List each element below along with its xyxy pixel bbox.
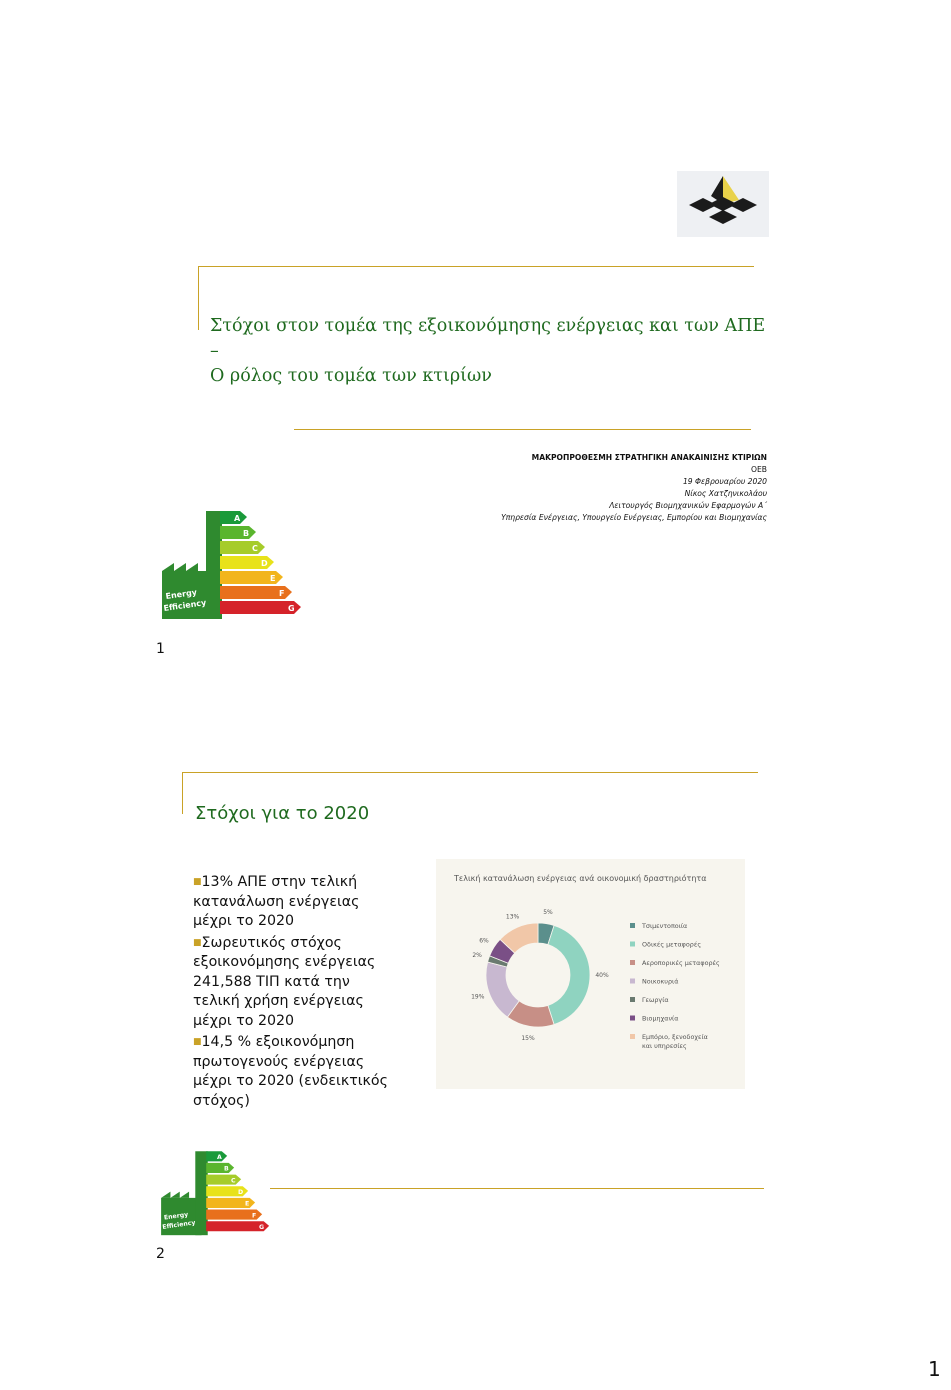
meta-date: 19 Φεβρουαρίου 2020	[682, 477, 767, 486]
slide2-frame-top-line	[182, 772, 758, 773]
grade-bar-c	[206, 1175, 241, 1185]
legend-swatch	[630, 997, 635, 1002]
grade-label-b: B	[224, 1165, 229, 1173]
bullet-item: ■Σωρευτικός στόχος εξοικονόμησης ενέργειας 241,588 ΤΙΠ κατά την τελική χρήση ενέργειας μέχρι το 2020	[193, 934, 376, 1029]
slice-percent-label: 15%	[521, 1035, 535, 1043]
slice-percent-label: 6%	[479, 937, 489, 945]
title-frame-top-line	[198, 266, 754, 267]
slice-percent-label: 13%	[505, 913, 520, 921]
bullet-square-icon: ■	[193, 877, 202, 887]
grade-label-b: B	[243, 529, 250, 538]
slice-percent-label: 2%	[472, 952, 482, 960]
meta-department: Υπηρεσία Ενέργειας, Υπουργείο Ενέργειας, Εμπορίου και Βιομηχανίας	[501, 513, 767, 522]
grade-bar-b	[220, 526, 256, 539]
grade-label-f: F	[252, 1212, 257, 1220]
meta-author: Νίκος Χατζηνικολάου	[684, 489, 767, 498]
slice-percent-label: 19%	[471, 993, 485, 1001]
grade-label-c: C	[252, 544, 258, 553]
factory-chimney	[195, 1151, 207, 1235]
badge-text-energy: Energy	[165, 587, 198, 601]
badge-text-efficiency: Efficiency	[163, 598, 207, 613]
meta-heading: ΜΑΚΡΟΠΡΟΘΕΣΜΗ ΣΤΡΑΤΗΓΙΚΗ ΑΝΑΚΑΙΝΙΣΗΣ ΚΤΙΡΙΩΝ	[531, 453, 767, 462]
legend-label: Βιομηχανία	[642, 1014, 679, 1023]
grade-bar-c	[220, 541, 265, 554]
legend-swatch	[630, 960, 635, 965]
legend-label: Τσιμεντοποιία	[642, 922, 688, 930]
title-frame-left-line	[198, 266, 199, 330]
bullet-item: ■14,5 % εξοικονόμηση πρωτογενούς ενέργειας μέχρι το 2020 (ενδεικτικός στόχος)	[193, 1034, 388, 1109]
presentation-meta	[501, 452, 767, 524]
chart-title: Τελική κατανάλωση ενέργειας ανά οικονομική δραστηριότητα	[454, 874, 707, 883]
footer-page-number: 1	[928, 1357, 941, 1381]
grade-label-a: A	[234, 514, 241, 523]
grade-label-e: E	[270, 574, 276, 583]
grade-label-e: E	[245, 1200, 250, 1208]
slide1-divider	[294, 429, 751, 430]
donut-chart-svg	[436, 859, 745, 1089]
slide2-title: Στόχοι για το 2020	[195, 803, 370, 824]
company-logo	[677, 171, 769, 237]
grade-label-a: A	[217, 1154, 222, 1162]
grade-bar-b	[206, 1163, 234, 1173]
grade-label-d: D	[261, 559, 268, 568]
factory-chimney	[206, 511, 222, 619]
bullet-item: ■13% ΑΠΕ στην τελική κατανάλωση ενέργειας μέχρι το 2020	[193, 874, 360, 929]
slide1-page-number: 1	[156, 641, 165, 657]
grade-label-f: F	[279, 589, 285, 598]
legend-swatch	[630, 1034, 635, 1039]
energy-efficiency-badge	[158, 1148, 273, 1240]
factory-roof	[162, 563, 198, 571]
legend-label: Νοικοκυριά	[642, 977, 679, 986]
bullet-square-icon: ■	[193, 1037, 202, 1047]
grade-label-d: D	[238, 1189, 244, 1196]
legend-swatch	[630, 942, 635, 947]
grade-label-c: C	[231, 1177, 236, 1185]
legend-label: Εμπόριο, ξενοδοχεία και υπηρεσίες	[642, 1033, 708, 1050]
energy-consumption-chart	[436, 859, 745, 1089]
slide2-frame-left-line	[182, 772, 183, 814]
slide1-title	[210, 314, 770, 389]
energy-efficiency-badge	[158, 507, 306, 625]
legend-swatch	[630, 923, 635, 928]
grade-label-g: G	[288, 604, 295, 613]
grade-label-g: G	[259, 1223, 265, 1231]
slide2-page-number: 2	[156, 1246, 165, 1262]
legend-swatch	[630, 1016, 635, 1021]
meta-org: ΟΕΒ	[751, 465, 767, 474]
badge-text-energy: Energy	[163, 1211, 189, 1222]
slide2-bottom-line	[270, 1188, 764, 1189]
slide2-bullet-list	[193, 873, 398, 1113]
donut-slice	[548, 926, 590, 1025]
legend-label: Γεωργία	[642, 996, 669, 1004]
slice-percent-label: 5%	[543, 908, 553, 916]
slide1-title-line1: Στόχοι στον τομέα της εξοικονόμησης ενέργειας και των ΑΠΕ –	[210, 316, 766, 361]
factory-roof	[161, 1192, 189, 1198]
bullet-square-icon: ■	[193, 937, 202, 948]
meta-role: Λειτουργός Βιομηχανικών Εφαρμογών Α΄	[609, 501, 767, 510]
slide1-title-line2: Ο ρόλος του τομέα των κτιρίων	[210, 366, 492, 386]
slice-percent-label: 40%	[595, 972, 609, 979]
legend-label: Αεροπορικές μεταφορές	[642, 959, 720, 967]
legend-label: Οδικές μεταφορές	[642, 940, 702, 949]
legend-swatch	[630, 979, 635, 984]
badge-text-efficiency: Efficiency	[161, 1219, 196, 1231]
